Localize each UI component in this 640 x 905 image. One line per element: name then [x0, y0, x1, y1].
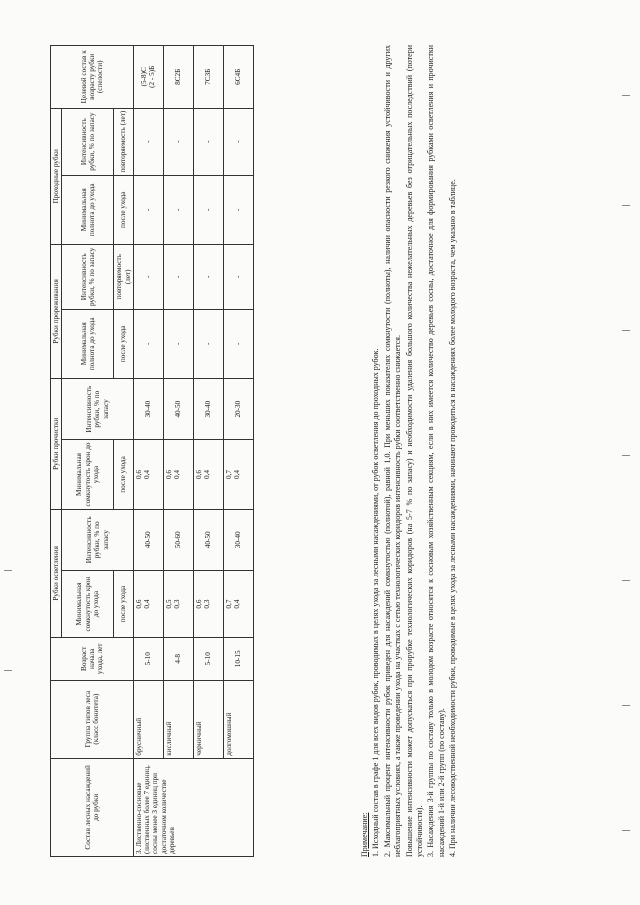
notes-title: Примечание: — [360, 812, 369, 857]
row-age: 5-10 — [193, 638, 223, 680]
header-thinning: Рубки прореживания — [51, 244, 62, 378]
row-p1-a: 0,6 — [194, 470, 203, 479]
row-r1: - — [133, 175, 163, 244]
row-age: 10-15 — [223, 638, 253, 680]
row-c2: 30-40 — [223, 509, 253, 570]
note-item: Повышение интенсивности может допускаться при прорубке технологических коридоров (на 5-7 % по запасу) и необходимости удаления большого количества нежелательных деревьев без отрицательных последствий (потери устойчивости). — [404, 45, 424, 857]
table-row — [223, 46, 253, 857]
header-repeatability: повторяемость (лет) — [114, 108, 134, 175]
row-c1-a: 0,5 — [164, 599, 173, 609]
header-composition: Состав лесных насаждений до рубки — [51, 758, 134, 856]
header-min-density: Минимальная сомкнутость крон до ухода — [62, 440, 114, 509]
row-t1: - — [193, 309, 223, 378]
header-after-care: после ухода — [114, 571, 134, 638]
row-c1-b: 0,3 — [173, 599, 182, 609]
row-r1: - — [223, 175, 253, 244]
row-group: брусничный — [133, 680, 163, 758]
row-target-a: (5-8)С — [140, 67, 149, 87]
row-group: черничный — [193, 680, 223, 758]
row-age: 5-10 — [133, 638, 163, 680]
row-age: 4-8 — [163, 638, 193, 680]
row-group: кисличный — [163, 680, 193, 758]
row-c2: 40-50 — [133, 509, 163, 570]
note-item: 3. Насаждения 3-й группы по составу только в молодом возрасте относятся к сосновым хозяйственным секциям, если в них имеется количество деревьев сосны, достаточное для формирования рубками осветления и прочистки насаждений 1-й или 2-й групп (по составу). — [426, 45, 446, 857]
row-t2: - — [133, 244, 163, 309]
row-p2: 30-40 — [133, 378, 163, 439]
header-after-care: после ухода — [114, 309, 134, 378]
row-p2: 30-40 — [193, 378, 223, 439]
row-r1: - — [163, 175, 193, 244]
header-cleaning: Рубки прочистки — [51, 378, 62, 509]
row-c2: 40-50 — [193, 509, 223, 570]
row-target-a: 6С4Б — [234, 68, 243, 85]
header-group: Группа типов леса (класс бонитета) — [51, 680, 134, 758]
row-t1: - — [163, 309, 193, 378]
row-t1: - — [223, 309, 253, 378]
row-c1-a: 0,6 — [134, 599, 143, 609]
row-target-a: 8С2Б — [174, 68, 183, 85]
row-p2: 40-50 — [163, 378, 193, 439]
rotated-content — [30, 22, 610, 882]
header-intensity: Интенсивность рубки, % по запасу — [62, 244, 114, 309]
row-p2: 20-30 — [223, 378, 253, 439]
row-c1-a: 0,7 — [224, 599, 233, 609]
row-c1-b: 0,4 — [233, 599, 242, 609]
row-t2: - — [223, 244, 253, 309]
note-item: 2. Максимальный процент интенсивности рубок приведен для насаждений сомкнутостью (полнотой), равной 1,0. При меньших показателях сомкнутости (полноты), наличии опасности резкого снижения устойчивости и других неблагоприятных условиях, а также проведении ухода на участках с сетью технологических коридоров интенсивность рубки соответственно снижается. — [382, 45, 403, 857]
row-p1-b: 0,4 — [233, 470, 242, 479]
row-r2: - — [163, 108, 193, 175]
note-item: 4. При наличии лесоводственной необходимости рубки, проводимые в целях ухода за лесными насаждениями, начинают проводиться в насаждениях более молодого возраста, чем указано в таблице. — [448, 179, 458, 857]
header-repeatability: повторяемость (лет) — [114, 244, 134, 309]
row-p1-a: 0,6 — [134, 470, 143, 479]
row-p1-b: 0,4 — [203, 470, 212, 479]
row-r2: - — [133, 108, 163, 175]
row-target-a: 7С3Б — [204, 68, 213, 85]
header-after-care: после ухода — [114, 175, 134, 244]
row-r2: - — [223, 108, 253, 175]
header-target: Целевой состав к возрасту рубки (спелости) — [51, 46, 134, 109]
row-group: долгомошный — [223, 680, 253, 758]
row-t1: - — [133, 309, 163, 378]
header-clarification: Рубки осветления — [51, 509, 62, 637]
header-row-1 — [51, 46, 62, 857]
header-min-density: Минимальная сомкнутость крон до ухода — [62, 571, 114, 638]
note-item: 1. Исходный состав в графе 1 для всех видов рубок, проводимых в целях ухода за лесными насаждениями, от рубок осветления до проходных рубок. — [371, 348, 381, 857]
header-intensity: Интенсивность рубки, % по запасу — [62, 509, 134, 570]
row-t2: - — [163, 244, 193, 309]
row-r1: - — [193, 175, 223, 244]
table-row — [193, 46, 223, 857]
header-age: Возраст начала ухода, лет — [51, 638, 134, 680]
row-target-b: (2 - 5)Б — [148, 65, 157, 88]
row-p1-a: 0,6 — [164, 470, 173, 479]
header-passing: Проходные рубки — [51, 108, 62, 244]
row-c1-a: 0,6 — [194, 599, 203, 609]
row-c2: 50-60 — [163, 509, 193, 570]
header-min-completeness: Минимальная полнота до ухода — [62, 175, 114, 244]
notes-section — [360, 45, 460, 857]
row-p1-b: 0,4 — [173, 470, 182, 479]
header-min-completeness: Минимальная полнота до ухода — [62, 309, 114, 378]
forest-care-table — [50, 45, 254, 857]
row-p1-a: 0,7 — [224, 470, 233, 479]
row-c1-b: 0,4 — [143, 599, 152, 609]
header-intensity: Интенсивность рубки, % по запасу — [62, 108, 114, 175]
row-t2: - — [193, 244, 223, 309]
row-composition: 3. Лиственно-сосновые (лиственных более 7 единиц, сосны менее 3 единиц при достаточном количестве деревьев — [133, 758, 253, 856]
row-c1-b: 0,3 — [203, 599, 212, 609]
row-r2: - — [193, 108, 223, 175]
row-p1-b: 0,4 — [143, 470, 152, 479]
table-row — [133, 46, 163, 857]
header-intensity: Интенсивность рубки, % по запасу — [62, 378, 134, 439]
header-after-care: после ухода — [114, 440, 134, 509]
table-row — [163, 46, 193, 857]
